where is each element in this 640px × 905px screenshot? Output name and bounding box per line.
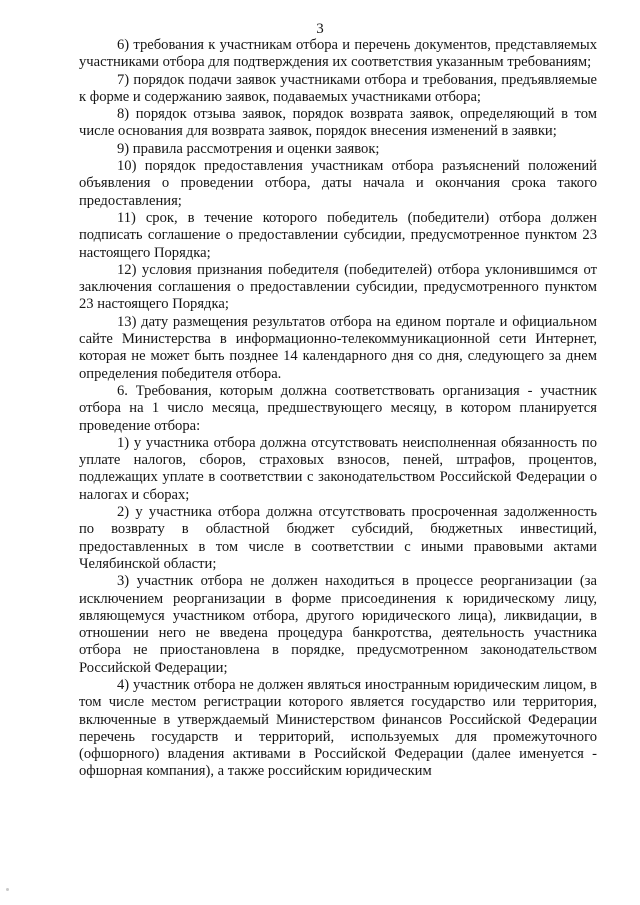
paragraph-requirement-3: 3) участник отбора не должен находиться в процессе реорганизации (за исключением реорганизации в форме присоединения к юридическому лицу, являющемуся участником отбора, другого юридического лица), ликвидации, в отношении него не введена процедура банкротства, деятельность участника отбора не приостановлена в порядке, предусмотренном законодательством Российской Федерации; [79,573,597,676]
paragraph-requirement-2: 2) у участника отбора должна отсутствовать просроченная задолженность по возврату в областной бюджет субсидий, бюджетных инвестиций, предоставленных в том числе в соответствии с иными правовыми актами Челябинской области; [79,504,597,572]
paragraph-requirement-1: 1) у участника отбора должна отсутствовать неисполненная обязанность по уплате налогов, сборов, страховых взносов, пеней, штрафов, процентов, подлежащих уплате в соответствии с законодательством Российской Федерации о налогах и сборах; [79,434,597,503]
paragraph-item-7: 7) порядок подачи заявок участниками отбора и требования, предъявляемые к форме и содержанию заявок, подаваемых участниками отбора; [79,71,597,105]
document-body [79,37,597,781]
paragraph-item-10: 10) порядок предоставления участникам отбора разъяснений положений объявления о проведении отбора, даты начала и окончания срока такого предоставления; [79,158,597,209]
paragraph-item-8: 8) порядок отзыва заявок, порядок возврата заявок, определяющий в том числе основания для возврата заявок, порядок внесения изменений в заявки; [79,106,597,140]
page-number: 3 [316,21,324,37]
paragraph-item-6: 6) требования к участникам отбора и перечень документов, представляемых участниками отбора для подтверждения их соответствия указанным требованиям; [79,37,597,71]
paragraph-item-11: 11) срок, в течение которого победитель (победители) отбора должен подписать соглашение о предоставлении субсидии, предусмотренное пунктом 23 настоящего Порядка; [79,209,597,261]
paragraph-item-12: 12) условия признания победителя (победителей) отбора уклонившимся от заключения соглашения о предоставлении субсидии, предусмотренного пунктом 23 настоящего Порядка; [79,261,597,313]
paragraph-item-9: 9) правила рассмотрения и оценки заявок; [117,140,380,157]
scan-dot [6,888,9,891]
paragraph-section-6: 6. Требования, которым должна соответствовать организация - участник отбора на 1 число месяца, предшествующего месяцу, в котором планируется проведение отбора: [79,382,597,434]
paragraph-requirement-4: 4) участник отбора не должен являться иностранным юридическим лицом, в том числе местом регистрации которого является государство или территория, включенные в утверждаемый Министерством финансов Российской Федерации перечень государств и территорий, используемых для промежуточного (офшорного) владения активами в Российской Федерации (далее именуется - офшорная компания), а также российским юридическим [79,676,597,780]
paragraph-item-13: 13) дату размещения результатов отбора на едином портале и официальном сайте Министерства в информационно-телекоммуникационной сети Интернет, которая не может быть позднее 14 календарного дня со дня, следующего за днем определения победителя отбора. [79,313,597,382]
